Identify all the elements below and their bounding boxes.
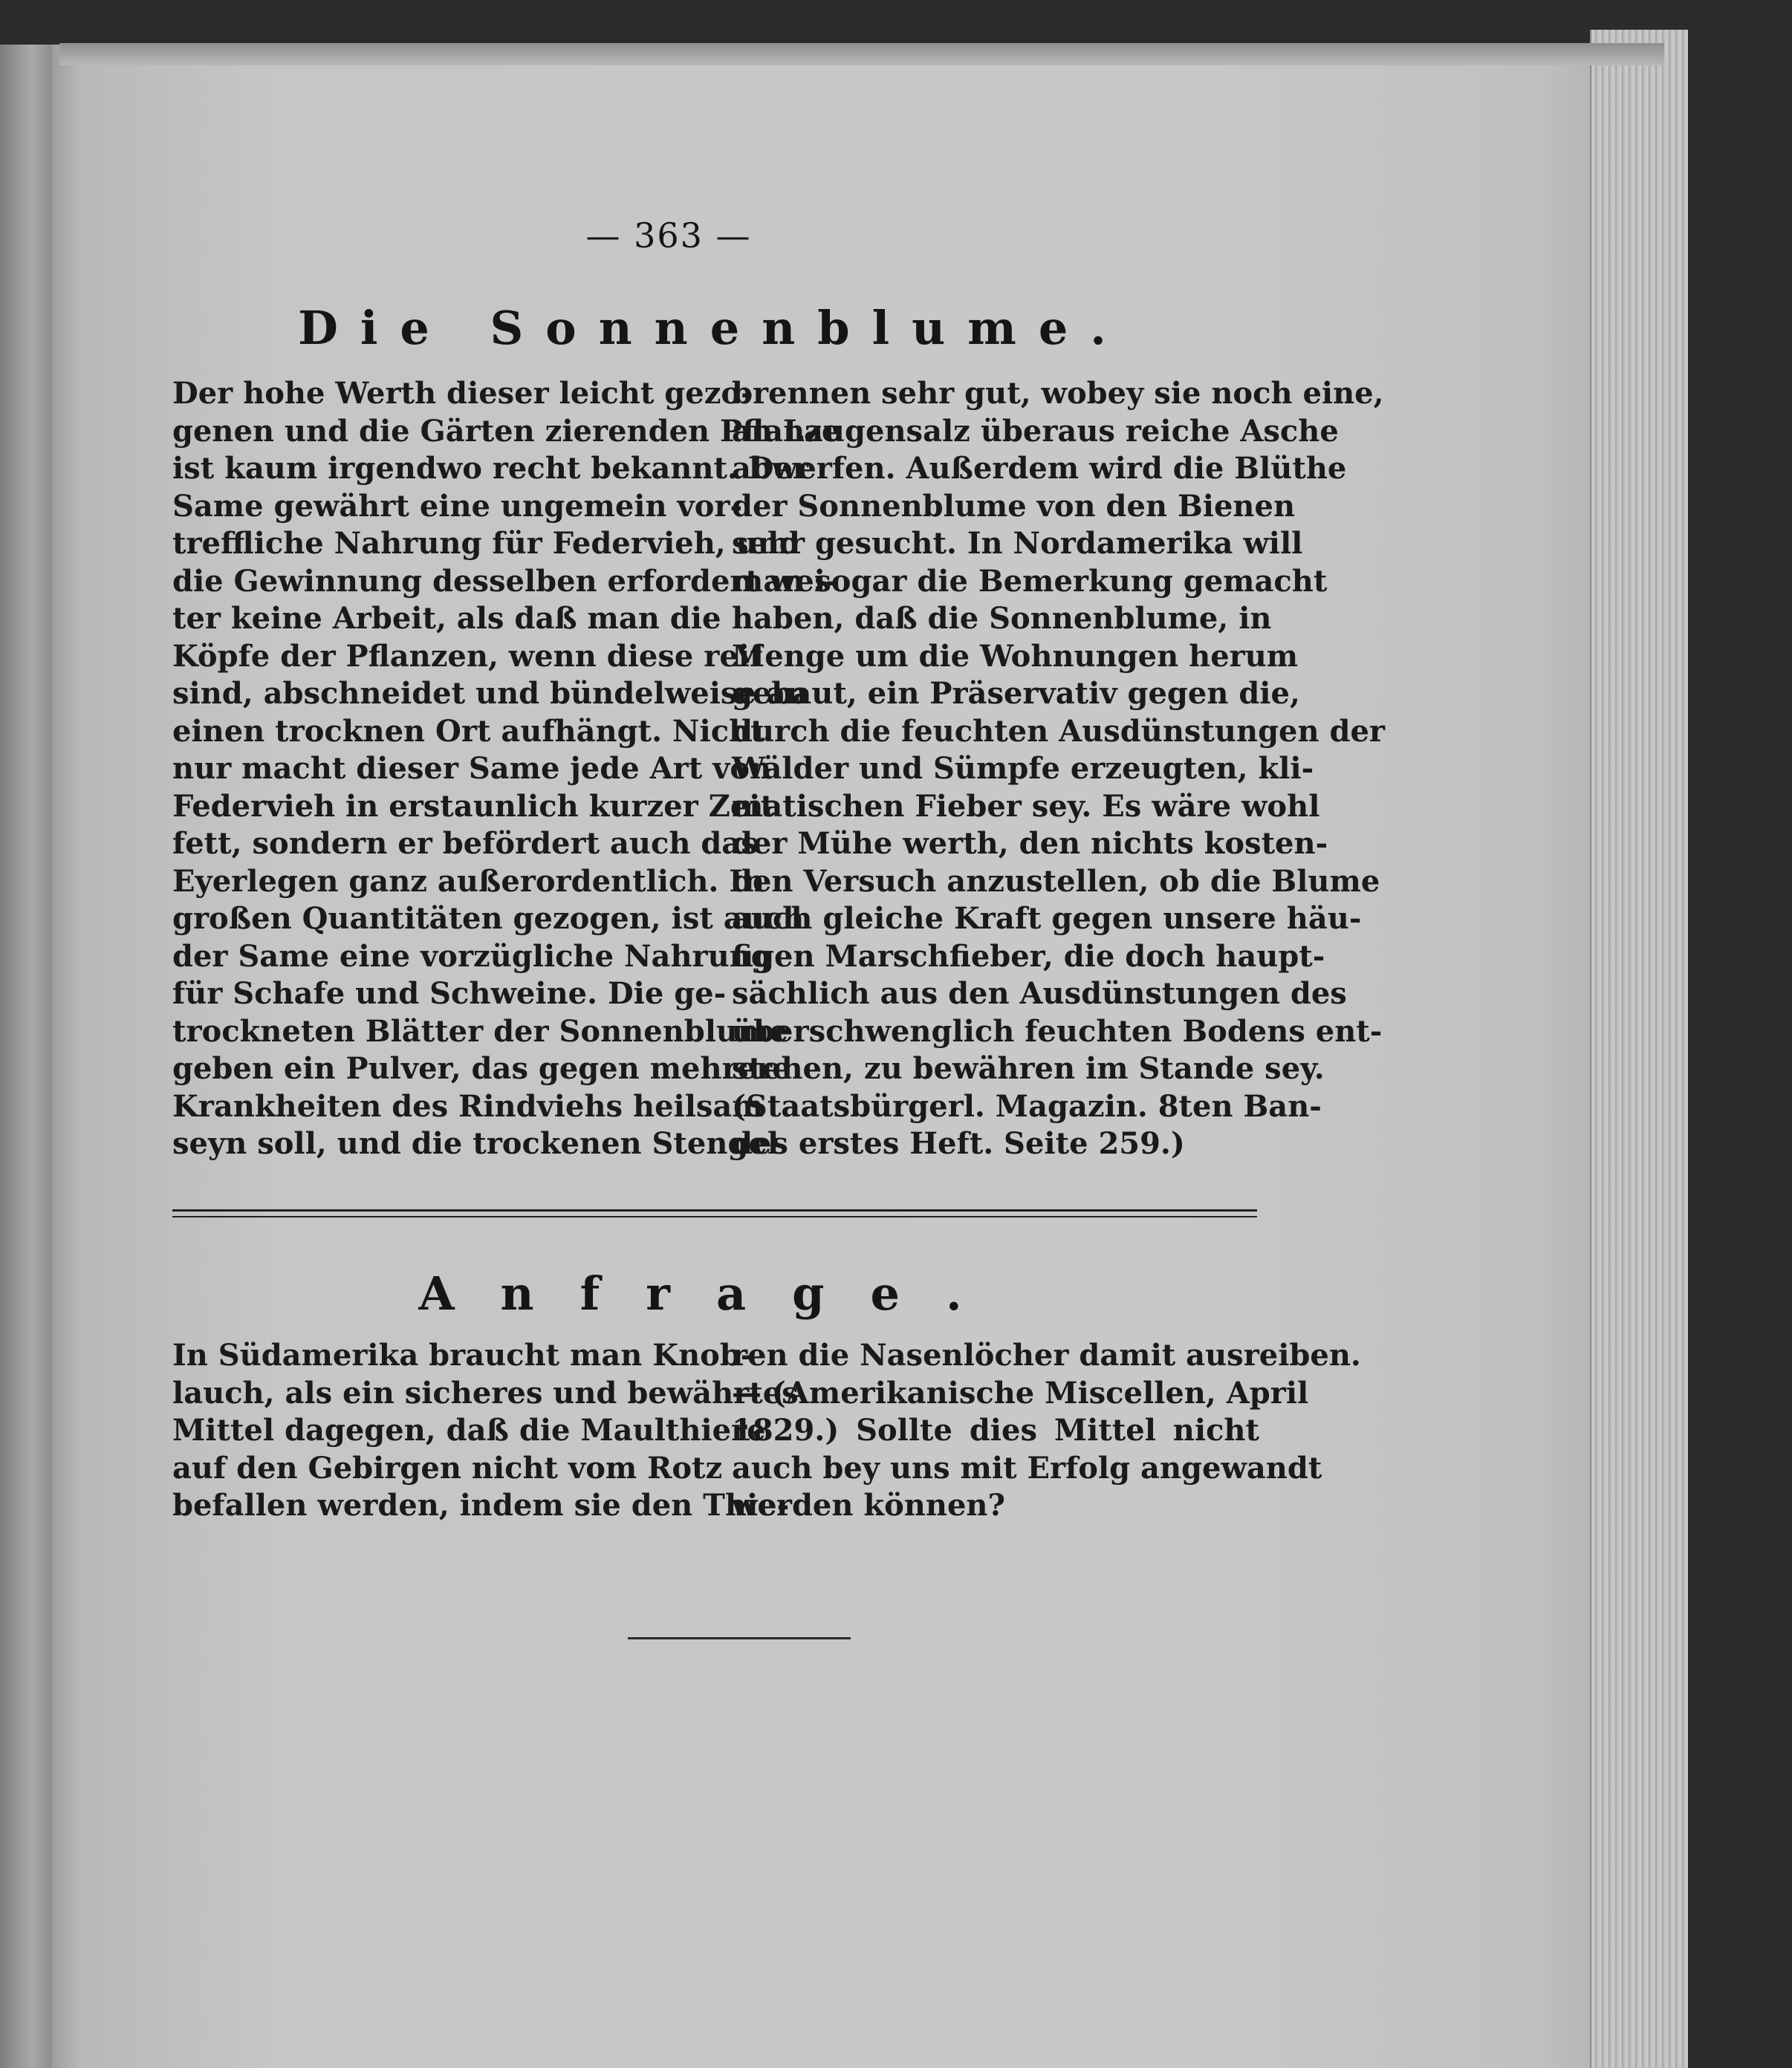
article2-left-column	[172, 1337, 799, 1525]
article2-right-column	[732, 1337, 1361, 1525]
text-line: figen Marschfieber, die doch haupt-	[732, 938, 1325, 974]
text-line: Der hohe Werth dieser leicht gezo-	[172, 376, 753, 411]
text-line: Same gewährt eine ungemein vor-	[172, 488, 743, 524]
text-line: trockneten Blätter der Sonnenblume	[172, 1013, 788, 1049]
text-line: werden können?	[732, 1488, 1005, 1523]
text-line: sind, abschneidet und bündelweise an	[172, 676, 808, 711]
text-line: Mittel dagegen, daß die Maulthiere	[172, 1413, 766, 1448]
text-line: Eyerlegen ganz außerordentlich. In	[172, 863, 765, 899]
text-line: haben, daß die Sonnenblume, in	[732, 601, 1272, 636]
text-line: stehen, zu bewähren im Stande sey.	[732, 1051, 1325, 1086]
article1-right-column	[732, 375, 1385, 1163]
text-line: befallen werden, indem sie den Thie-	[172, 1488, 790, 1523]
text-line: der Sonnenblume von den Bienen	[732, 488, 1296, 524]
text-line: seyn soll, und die trockenen Stengel	[172, 1126, 779, 1161]
text-line: Menge um die Wohnungen herum	[732, 638, 1299, 674]
end-rule	[628, 1637, 851, 1639]
text-line: auf den Gebirgen nicht vom Rotz	[172, 1450, 723, 1486]
text-line: der Same eine vorzügliche Nahrung	[172, 938, 772, 974]
text-line: Federvieh in erstaunlich kurzer Zeit	[172, 788, 774, 824]
text-line: ist kaum irgendwo recht bekannt. Der	[172, 451, 808, 486]
text-line: lauch, als ein sicheres und bewährtes	[172, 1375, 799, 1411]
text-line: der Mühe werth, den nichts kosten-	[732, 826, 1328, 861]
text-line: sächlich aus den Ausdünstungen des	[732, 976, 1347, 1011]
text-line: abwerfen. Außerdem wird die Blüthe	[732, 451, 1347, 486]
article-title-sonnenblume: Die Sonnenblume.	[298, 301, 1129, 355]
text-line: genen und die Gärten zierenden Pflanze	[172, 413, 841, 449]
text-line: 1829.) Sollte dies Mittel nicht	[732, 1413, 1259, 1448]
text-line: des erstes Heft. Seite 259.)	[732, 1126, 1185, 1161]
text-line: den Versuch anzustellen, ob die Blume	[732, 863, 1380, 899]
text-line: auch bey uns mit Erfolg angewandt	[732, 1450, 1322, 1486]
text-line: In Südamerika braucht man Knob-	[172, 1338, 753, 1373]
text-line: nur macht dieser Same jede Art von	[172, 751, 772, 786]
text-line: auch gleiche Kraft gegen unsere häu-	[732, 901, 1362, 936]
page-number: — 363 —	[585, 215, 752, 256]
text-line: Köpfe der Pflanzen, wenn diese reif	[172, 638, 763, 674]
text-line: überschwenglich feuchten Bodens ent-	[732, 1013, 1383, 1049]
text-line: treffliche Nahrung für Federvieh, und	[172, 526, 800, 561]
text-line: Krankheiten des Rindviehs heilsam	[172, 1088, 764, 1124]
text-line: großen Quantitäten gezogen, ist auch	[172, 901, 805, 936]
text-line: einen trocknen Ort aufhängt. Nicht	[172, 713, 764, 749]
text-line: geben ein Pulver, das gegen mehrere	[172, 1051, 791, 1086]
text-line: (Staatsbürgerl. Magazin. 8ten Ban-	[732, 1088, 1322, 1124]
text-line: gebaut, ein Präservativ gegen die,	[732, 676, 1300, 711]
text-line: matischen Fieber sey. Es wäre wohl	[732, 788, 1320, 824]
text-line: die Gewinnung desselben erfordert wei-	[172, 563, 838, 599]
text-line: man sogar die Bemerkung gemacht	[732, 563, 1328, 599]
text-line: Wälder und Sümpfe erzeugten, kli-	[732, 751, 1314, 786]
text-line: — (Amerikanische Miscellen, April	[732, 1375, 1309, 1411]
section-divider	[172, 1209, 1257, 1217]
article-title-anfrage: Anfrage.	[418, 1267, 1008, 1321]
text-line: sehr gesucht. In Nordamerika will	[732, 526, 1303, 561]
text-line: an Laugensalz überaus reiche Asche	[732, 413, 1339, 449]
text-line: fett, sondern er befördert auch das	[172, 826, 758, 861]
text-line: für Schafe und Schweine. Die ge-	[172, 976, 727, 1011]
text-line: ter keine Arbeit, als daß man die	[172, 601, 721, 636]
article1-left-column	[172, 375, 841, 1163]
text-line: brennen sehr gut, wobey sie noch eine,	[732, 376, 1384, 411]
text-line: durch die feuchten Ausdünstungen der	[732, 713, 1385, 749]
text-line: ren die Nasenlöcher damit ausreiben.	[732, 1338, 1361, 1373]
